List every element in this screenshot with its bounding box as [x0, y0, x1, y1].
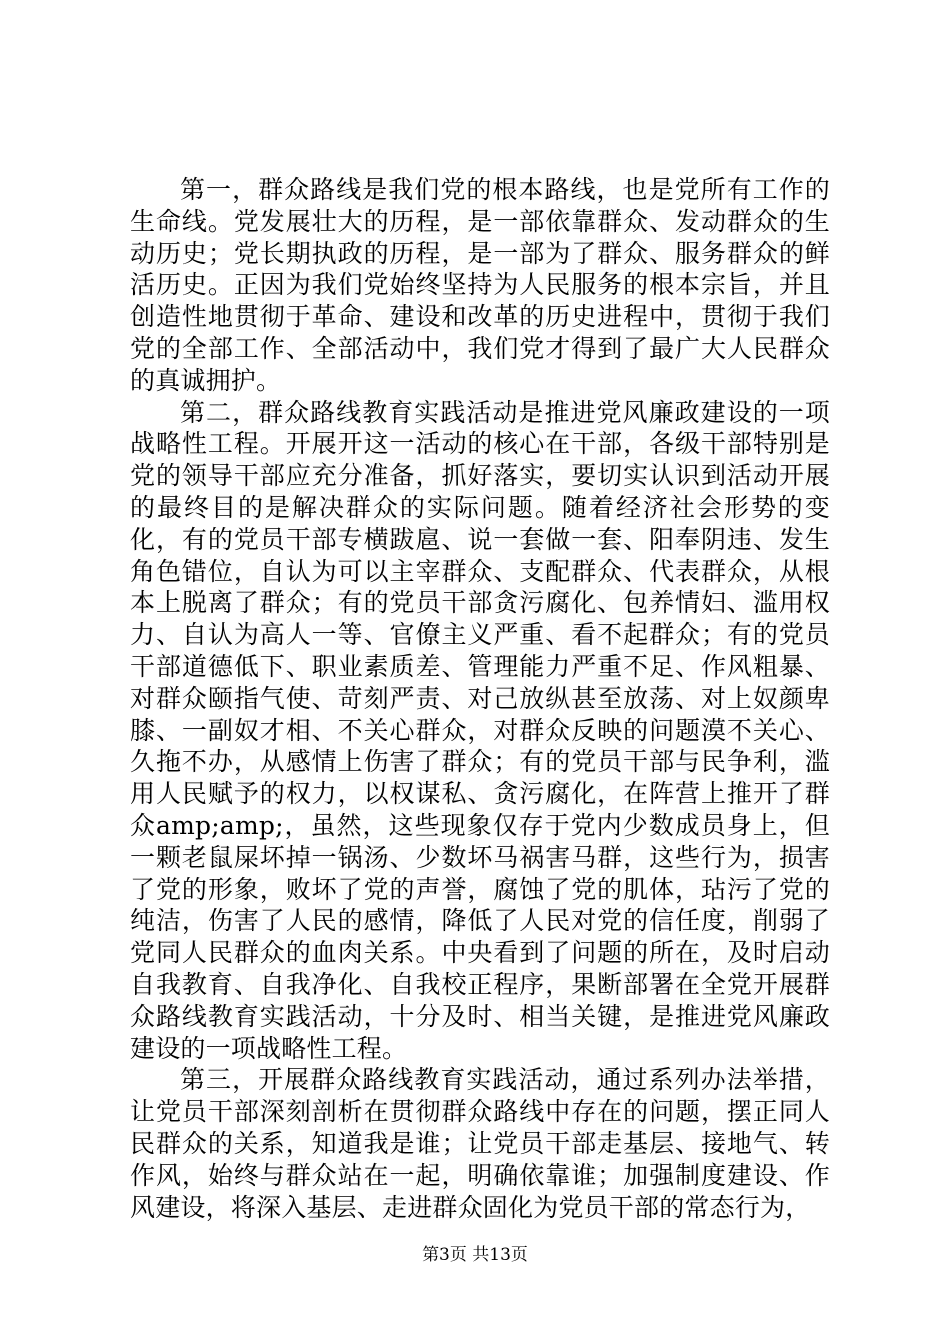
paragraph-1: 第一，群众路线是我们党的根本路线，也是党所有工作的生命线。党发展壮大的历程，是一部依靠群众、发动群众的生动历史；党长期执政的历程，是一部为了群众、服务群众的鲜活历史。正因为我们党始终坚持为人民服务的根本宗旨，并且创造性地贯彻于革命、建设和改革的历史进程中，贯彻于我们党的全部工作、全部活动中，我们党才得到了最广大人民群众的真诚拥护。: [130, 175, 830, 395]
paragraph-3: 第三，开展群众路线教育实践活动，通过系列办法举措，让党员干部深刻剖析在贯彻群众路线中存在的问题，摆正同人民群众的关系，知道我是谁；让党员干部走基层、接地气、转作风，始终与群众站在一起，明确依靠谁；加强制度建设、作风建设，将深入基层、走进群众固化为党员干部的常态行为，: [130, 1065, 830, 1222]
document-body: [130, 174, 830, 1223]
paragraph-2: 第二，群众路线教育实践活动是推进党风廉政建设的一项战略性工程。开展开这一活动的核心在干部，各级干部特别是党的领导干部应充分准备，抓好落实，要切实认识到活动开展的最终目的是解决群众的实际问题。随着经济社会形势的变化，有的党员干部专横跋扈、说一套做一套、阳奉阴违、发生角色错位，自认为可以主宰群众、支配群众、代表群众，从根本上脱离了群众；有的党员干部贪污腐化、包养情妇、滥用权力、自认为高人一等、官僚主义严重、看不起群众；有的党员干部道德低下、职业素质差、管理能力严重不足、作风粗暴、对群众颐指气使、苛刻严责、对己放纵甚至放荡、对上奴颜卑膝、一副奴才相、不关心群众，对群众反映的问题漠不关心、久拖不办，从感情上伤害了群众；有的党员干部与民争利，滥用人民赋予的权力，以权谋私、贪污腐化，在阵营上推开了群众amp;amp;，虽然，这些现象仅存于党内少数成员身上，但一颗老鼠屎坏掉一锅汤、少数坏马祸害马群，这些行为，损害了党的形象，败坏了党的声誉，腐蚀了党的肌体，玷污了党的纯洁，伤害了人民的感情，降低了人民对党的信任度，削弱了党同人民群众的血肉关系。中央看到了问题的所在，及时启动自我教育、自我净化、自我校正程序，果断部署在全党开展群众路线教育实践活动，十分及时、相当关键，是推进党风廉政建设的一项战略性工程。: [130, 397, 830, 1063]
page-footer: 第3页 共13页: [422, 1245, 528, 1265]
